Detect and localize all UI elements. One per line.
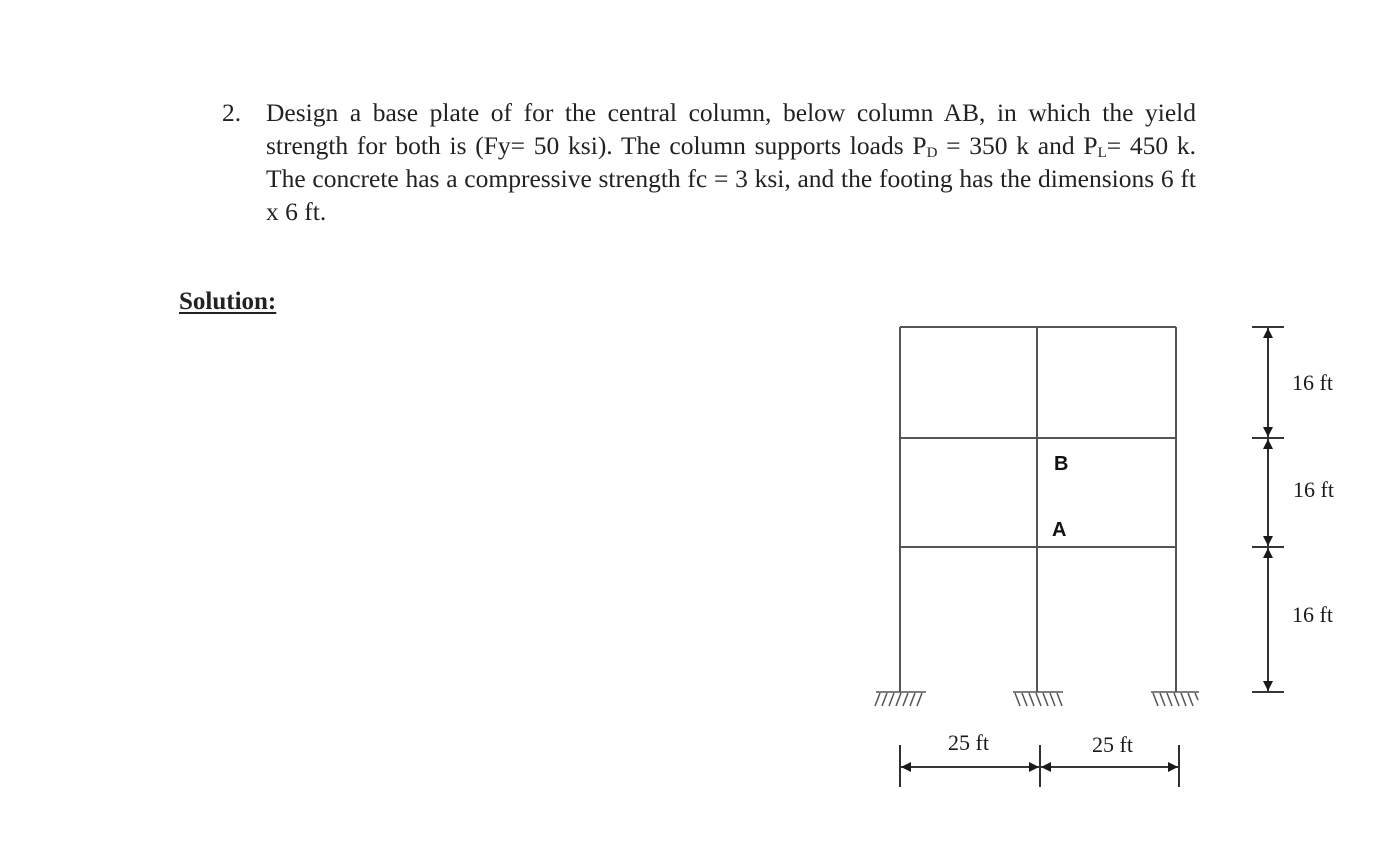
right-fixed-support [1151, 692, 1199, 706]
top-story-label: 16 ft [1292, 370, 1333, 395]
problem-text-part2: = 350 k and P [937, 131, 1098, 160]
problem-number: 2. [222, 98, 242, 127]
live-load-subscript: L [1097, 145, 1107, 161]
node-label-b: B [1054, 453, 1069, 475]
solution-heading: Solution: [179, 288, 277, 315]
vertical-dimensions [1252, 327, 1284, 692]
dead-load-subscript: D [926, 145, 938, 161]
middle-story-label: 16 ft [1293, 477, 1334, 502]
right-bay-label: 25 ft [1092, 732, 1133, 757]
problem-text-part3: = 450 k. The concrete has a compressive strength fc = 3 ksi, and the footing has the dimensions 6 ft x 6 ft. [266, 131, 1196, 226]
node-label-a: A [1052, 519, 1067, 541]
left-bay-label: 25 ft [948, 730, 989, 755]
center-fixed-support [1013, 692, 1063, 706]
left-fixed-support [875, 692, 926, 706]
frame-structure [900, 327, 1176, 692]
horizontal-dimensions [900, 745, 1179, 787]
bottom-story-label: 16 ft [1292, 602, 1333, 627]
problem-text-part1: Design a base plate of for the central column, below column AB, in which the yield strength for both is (Fy= 50 ksi). The column supports loads P [266, 98, 1196, 160]
